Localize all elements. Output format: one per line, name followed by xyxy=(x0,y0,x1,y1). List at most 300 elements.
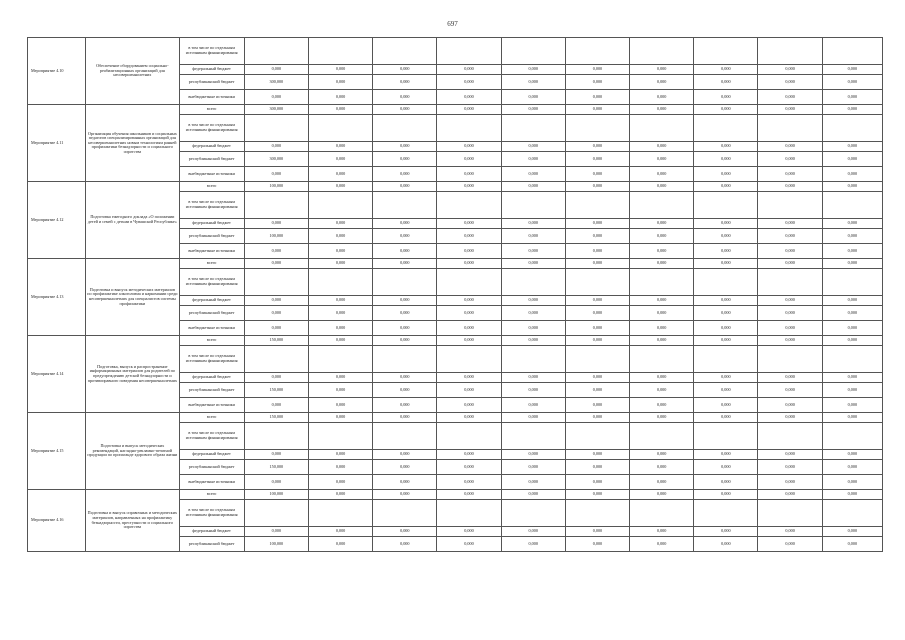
value-cell: 0,000 xyxy=(437,182,501,192)
value-cell: 0,000 xyxy=(437,527,501,537)
value-cell: 0,000 xyxy=(308,142,372,152)
value-cell: 0,000 xyxy=(244,142,308,152)
funding-source-cell: в том числе по отдельным источникам финансирования xyxy=(179,38,244,65)
value-cell: 0,000 xyxy=(694,537,758,552)
value-cell: 0,000 xyxy=(565,537,629,552)
funding-source-cell: республиканский бюджет xyxy=(179,460,244,475)
value-cell xyxy=(565,192,629,219)
value-cell: 0,000 xyxy=(373,398,437,413)
value-cell: 0,000 xyxy=(308,105,372,115)
value-cell: 0,000 xyxy=(758,219,822,229)
value-cell xyxy=(565,115,629,142)
value-cell: 0,000 xyxy=(630,244,694,259)
value-cell xyxy=(822,269,882,296)
value-cell: 0,000 xyxy=(501,65,565,75)
value-cell: 0,000 xyxy=(501,182,565,192)
funding-source-cell: внебюджетные источники xyxy=(179,398,244,413)
table-row xyxy=(28,38,883,65)
funding-source-cell: в том числе по отдельным источникам финансирования xyxy=(179,192,244,219)
value-cell: 0,000 xyxy=(758,90,822,105)
value-cell: 0,000 xyxy=(501,527,565,537)
value-cell: 0,000 xyxy=(630,105,694,115)
value-cell xyxy=(694,346,758,373)
value-cell: 0,000 xyxy=(758,244,822,259)
value-cell xyxy=(501,269,565,296)
value-cell: 0,000 xyxy=(437,219,501,229)
value-cell: 0,000 xyxy=(244,306,308,321)
value-cell: 0,000 xyxy=(437,460,501,475)
value-cell: 0,000 xyxy=(694,527,758,537)
activity-cell: Мероприятие 4.12 xyxy=(28,182,86,259)
value-cell: 0,000 xyxy=(694,142,758,152)
value-cell xyxy=(308,423,372,450)
value-cell: 0,000 xyxy=(758,152,822,167)
value-cell: 0,000 xyxy=(694,90,758,105)
description-cell: Обеспечение оборудованием социально-реабилитационных организаций для несовершеннолетних xyxy=(86,38,179,105)
value-cell: 0,000 xyxy=(437,537,501,552)
budget-table xyxy=(27,37,883,552)
value-cell: 0,000 xyxy=(565,475,629,490)
value-cell: 0,000 xyxy=(244,398,308,413)
table-row xyxy=(28,259,883,269)
funding-source-cell: внебюджетные источники xyxy=(179,321,244,336)
value-cell: 0,000 xyxy=(822,383,882,398)
value-cell: 0,000 xyxy=(437,75,501,90)
value-cell: 0,000 xyxy=(501,219,565,229)
value-cell: 0,000 xyxy=(694,336,758,346)
value-cell xyxy=(822,346,882,373)
value-cell: 0,000 xyxy=(373,373,437,383)
value-cell: 0,000 xyxy=(437,244,501,259)
value-cell: 0,000 xyxy=(373,450,437,460)
value-cell: 0,000 xyxy=(308,90,372,105)
value-cell xyxy=(244,269,308,296)
value-cell: 0,000 xyxy=(694,383,758,398)
value-cell xyxy=(758,115,822,142)
value-cell xyxy=(565,500,629,527)
value-cell: 0,000 xyxy=(373,152,437,167)
value-cell: 0,000 xyxy=(373,167,437,182)
value-cell: 0,000 xyxy=(758,336,822,346)
description-cell: Подготовка и выпуск методических материалов по профилактике алкоголизма и наркомании среди несовершеннолетних для специалистов системы профилактики xyxy=(86,259,179,336)
activity-cell: Мероприятие 4.10 xyxy=(28,38,86,105)
value-cell: 0,000 xyxy=(244,167,308,182)
value-cell: 0,000 xyxy=(822,306,882,321)
value-cell xyxy=(694,269,758,296)
table-row xyxy=(28,490,883,500)
value-cell: 0,000 xyxy=(565,65,629,75)
activity-cell: Мероприятие 4.16 xyxy=(28,490,86,552)
value-cell: 0,000 xyxy=(244,219,308,229)
value-cell: 0,000 xyxy=(822,475,882,490)
value-cell: 0,000 xyxy=(565,142,629,152)
funding-source-cell: республиканский бюджет xyxy=(179,229,244,244)
value-cell xyxy=(437,423,501,450)
value-cell: 0,000 xyxy=(630,450,694,460)
value-cell: 0,000 xyxy=(630,321,694,336)
value-cell: 0,000 xyxy=(501,105,565,115)
value-cell xyxy=(373,346,437,373)
value-cell: 0,000 xyxy=(501,398,565,413)
value-cell: 300,000 xyxy=(244,75,308,90)
value-cell: 0,000 xyxy=(373,413,437,423)
value-cell: 0,000 xyxy=(373,460,437,475)
value-cell: 0,000 xyxy=(373,219,437,229)
value-cell: 0,000 xyxy=(694,490,758,500)
value-cell: 0,000 xyxy=(565,306,629,321)
value-cell: 0,000 xyxy=(822,167,882,182)
value-cell: 0,000 xyxy=(501,152,565,167)
value-cell: 0,000 xyxy=(822,219,882,229)
value-cell: 0,000 xyxy=(437,296,501,306)
value-cell: 0,000 xyxy=(822,65,882,75)
value-cell xyxy=(308,38,372,65)
value-cell: 100,000 xyxy=(244,229,308,244)
value-cell: 0,000 xyxy=(822,142,882,152)
value-cell: 0,000 xyxy=(565,229,629,244)
value-cell: 0,000 xyxy=(437,306,501,321)
value-cell: 0,000 xyxy=(758,413,822,423)
value-cell: 0,000 xyxy=(437,383,501,398)
value-cell: 0,000 xyxy=(694,65,758,75)
activity-cell: Мероприятие 4.14 xyxy=(28,336,86,413)
value-cell xyxy=(437,115,501,142)
value-cell: 0,000 xyxy=(308,413,372,423)
value-cell: 0,000 xyxy=(437,321,501,336)
value-cell: 0,000 xyxy=(308,537,372,552)
value-cell: 0,000 xyxy=(437,167,501,182)
value-cell: 0,000 xyxy=(758,65,822,75)
value-cell: 0,000 xyxy=(694,219,758,229)
value-cell xyxy=(437,192,501,219)
value-cell: 0,000 xyxy=(501,167,565,182)
value-cell: 0,000 xyxy=(244,321,308,336)
value-cell: 0,000 xyxy=(501,460,565,475)
value-cell: 0,000 xyxy=(308,383,372,398)
value-cell: 0,000 xyxy=(373,90,437,105)
value-cell xyxy=(565,38,629,65)
value-cell xyxy=(630,423,694,450)
value-cell: 0,000 xyxy=(501,229,565,244)
value-cell: 0,000 xyxy=(694,373,758,383)
value-cell: 0,000 xyxy=(630,490,694,500)
value-cell: 0,000 xyxy=(244,65,308,75)
value-cell: 0,000 xyxy=(565,383,629,398)
value-cell: 0,000 xyxy=(373,475,437,490)
value-cell: 0,000 xyxy=(244,475,308,490)
value-cell xyxy=(308,115,372,142)
value-cell: 0,000 xyxy=(373,490,437,500)
value-cell: 0,000 xyxy=(373,75,437,90)
value-cell: 0,000 xyxy=(694,413,758,423)
value-cell: 0,000 xyxy=(501,490,565,500)
value-cell: 0,000 xyxy=(758,229,822,244)
value-cell: 0,000 xyxy=(694,75,758,90)
funding-source-cell: всего xyxy=(179,336,244,346)
value-cell: 0,000 xyxy=(565,244,629,259)
value-cell xyxy=(630,192,694,219)
funding-source-cell: всего xyxy=(179,490,244,500)
value-cell xyxy=(565,423,629,450)
funding-source-cell: республиканский бюджет xyxy=(179,537,244,552)
value-cell: 0,000 xyxy=(501,336,565,346)
value-cell: 150,000 xyxy=(244,336,308,346)
value-cell xyxy=(694,192,758,219)
funding-source-cell: в том числе по отдельным источникам финансирования xyxy=(179,115,244,142)
value-cell xyxy=(758,269,822,296)
value-cell xyxy=(437,500,501,527)
funding-source-cell: в том числе по отдельным источникам финансирования xyxy=(179,346,244,373)
value-cell: 0,000 xyxy=(373,321,437,336)
value-cell: 0,000 xyxy=(244,527,308,537)
value-cell: 0,000 xyxy=(373,65,437,75)
value-cell: 0,000 xyxy=(308,167,372,182)
value-cell: 100,000 xyxy=(244,490,308,500)
table-row xyxy=(28,413,883,423)
value-cell xyxy=(822,423,882,450)
value-cell: 0,000 xyxy=(373,229,437,244)
value-cell: 0,000 xyxy=(822,75,882,90)
value-cell: 0,000 xyxy=(565,167,629,182)
value-cell: 0,000 xyxy=(437,398,501,413)
value-cell: 0,000 xyxy=(308,75,372,90)
value-cell xyxy=(694,500,758,527)
value-cell xyxy=(565,269,629,296)
value-cell: 0,000 xyxy=(308,296,372,306)
value-cell xyxy=(501,115,565,142)
value-cell: 0,000 xyxy=(244,259,308,269)
value-cell: 0,000 xyxy=(822,182,882,192)
value-cell: 0,000 xyxy=(694,306,758,321)
value-cell: 0,000 xyxy=(758,373,822,383)
value-cell: 0,000 xyxy=(373,537,437,552)
value-cell: 0,000 xyxy=(565,527,629,537)
value-cell: 0,000 xyxy=(694,182,758,192)
value-cell: 0,000 xyxy=(630,259,694,269)
value-cell: 0,000 xyxy=(694,229,758,244)
funding-source-cell: внебюджетные источники xyxy=(179,167,244,182)
value-cell: 100,000 xyxy=(244,537,308,552)
value-cell xyxy=(630,269,694,296)
value-cell: 0,000 xyxy=(501,537,565,552)
value-cell: 0,000 xyxy=(758,450,822,460)
value-cell: 0,000 xyxy=(501,75,565,90)
budget-table-container xyxy=(27,37,883,595)
value-cell: 0,000 xyxy=(501,383,565,398)
value-cell: 0,000 xyxy=(308,219,372,229)
value-cell: 0,000 xyxy=(437,259,501,269)
value-cell: 150,000 xyxy=(244,383,308,398)
value-cell: 0,000 xyxy=(630,296,694,306)
value-cell: 150,000 xyxy=(244,413,308,423)
description-cell: Подготовка, выпуск и распространение информационных материалов для родителей по предупреждению детской безнадзорности и противоправного поведения несовершеннолетних xyxy=(86,336,179,413)
value-cell: 0,000 xyxy=(630,75,694,90)
value-cell xyxy=(822,115,882,142)
value-cell: 0,000 xyxy=(758,527,822,537)
value-cell: 0,000 xyxy=(630,383,694,398)
value-cell: 0,000 xyxy=(437,105,501,115)
value-cell: 0,000 xyxy=(373,259,437,269)
value-cell: 0,000 xyxy=(630,219,694,229)
value-cell xyxy=(244,423,308,450)
value-cell: 0,000 xyxy=(565,219,629,229)
value-cell xyxy=(501,500,565,527)
activity-cell: Мероприятие 4.11 xyxy=(28,105,86,182)
value-cell: 0,000 xyxy=(565,398,629,413)
value-cell xyxy=(501,346,565,373)
funding-source-cell: федеральный бюджет xyxy=(179,373,244,383)
funding-source-cell: внебюджетные источники xyxy=(179,244,244,259)
value-cell: 0,000 xyxy=(437,450,501,460)
value-cell xyxy=(694,423,758,450)
value-cell: 0,000 xyxy=(630,306,694,321)
value-cell: 0,000 xyxy=(308,244,372,259)
value-cell: 0,000 xyxy=(758,142,822,152)
value-cell: 0,000 xyxy=(501,450,565,460)
value-cell: 0,000 xyxy=(694,259,758,269)
value-cell: 0,000 xyxy=(565,182,629,192)
value-cell: 0,000 xyxy=(630,142,694,152)
value-cell xyxy=(758,38,822,65)
value-cell: 0,000 xyxy=(501,244,565,259)
value-cell: 0,000 xyxy=(244,373,308,383)
value-cell: 0,000 xyxy=(630,229,694,244)
value-cell: 0,000 xyxy=(822,373,882,383)
funding-source-cell: всего xyxy=(179,182,244,192)
description-cell: Подготовка и выпуск методических рекомендаций, наглядно-рекламно-печатной продукции по пропаганде здорового образа жизни xyxy=(86,413,179,490)
value-cell: 0,000 xyxy=(308,152,372,167)
value-cell: 0,000 xyxy=(630,336,694,346)
value-cell: 0,000 xyxy=(630,413,694,423)
value-cell xyxy=(822,38,882,65)
value-cell: 0,000 xyxy=(822,413,882,423)
value-cell: 0,000 xyxy=(822,450,882,460)
value-cell: 0,000 xyxy=(437,90,501,105)
value-cell: 0,000 xyxy=(501,306,565,321)
value-cell: 0,000 xyxy=(373,336,437,346)
funding-source-cell: в том числе по отдельным источникам финансирования xyxy=(179,500,244,527)
value-cell: 0,000 xyxy=(501,259,565,269)
value-cell xyxy=(244,115,308,142)
value-cell xyxy=(244,346,308,373)
value-cell: 0,000 xyxy=(501,475,565,490)
value-cell: 0,000 xyxy=(630,398,694,413)
table-body xyxy=(28,38,883,552)
value-cell: 0,000 xyxy=(437,152,501,167)
value-cell xyxy=(373,38,437,65)
value-cell: 0,000 xyxy=(373,296,437,306)
value-cell: 0,000 xyxy=(758,75,822,90)
value-cell xyxy=(630,38,694,65)
value-cell: 0,000 xyxy=(308,259,372,269)
value-cell: 0,000 xyxy=(758,182,822,192)
value-cell: 0,000 xyxy=(694,475,758,490)
funding-source-cell: внебюджетные источники xyxy=(179,475,244,490)
value-cell xyxy=(694,38,758,65)
value-cell: 0,000 xyxy=(308,490,372,500)
value-cell xyxy=(437,38,501,65)
value-cell: 0,000 xyxy=(565,152,629,167)
value-cell: 0,000 xyxy=(694,321,758,336)
value-cell: 0,000 xyxy=(565,336,629,346)
value-cell: 0,000 xyxy=(308,306,372,321)
value-cell xyxy=(758,423,822,450)
value-cell: 0,000 xyxy=(822,398,882,413)
value-cell: 0,000 xyxy=(565,490,629,500)
value-cell: 0,000 xyxy=(630,90,694,105)
value-cell: 0,000 xyxy=(630,373,694,383)
value-cell: 0,000 xyxy=(437,336,501,346)
value-cell: 0,000 xyxy=(630,65,694,75)
value-cell xyxy=(630,500,694,527)
value-cell xyxy=(373,423,437,450)
funding-source-cell: в том числе по отдельным источникам финансирования xyxy=(179,423,244,450)
value-cell xyxy=(501,38,565,65)
value-cell: 0,000 xyxy=(565,259,629,269)
value-cell: 0,000 xyxy=(758,167,822,182)
value-cell: 0,000 xyxy=(694,244,758,259)
value-cell: 0,000 xyxy=(501,413,565,423)
value-cell: 0,000 xyxy=(758,105,822,115)
value-cell xyxy=(437,346,501,373)
value-cell xyxy=(822,500,882,527)
value-cell xyxy=(373,115,437,142)
value-cell: 0,000 xyxy=(437,65,501,75)
value-cell: 0,000 xyxy=(694,167,758,182)
funding-source-cell: всего xyxy=(179,105,244,115)
value-cell: 0,000 xyxy=(437,413,501,423)
value-cell xyxy=(565,346,629,373)
value-cell: 100,000 xyxy=(244,182,308,192)
value-cell: 0,000 xyxy=(630,167,694,182)
value-cell: 0,000 xyxy=(758,383,822,398)
value-cell xyxy=(437,269,501,296)
value-cell: 0,000 xyxy=(437,490,501,500)
value-cell xyxy=(244,38,308,65)
value-cell xyxy=(373,192,437,219)
value-cell: 0,000 xyxy=(308,527,372,537)
value-cell: 0,000 xyxy=(437,142,501,152)
value-cell xyxy=(501,423,565,450)
value-cell: 0,000 xyxy=(694,398,758,413)
page-number: 697 xyxy=(447,20,458,28)
value-cell xyxy=(501,192,565,219)
value-cell: 150,000 xyxy=(244,460,308,475)
value-cell: 0,000 xyxy=(758,296,822,306)
value-cell: 0,000 xyxy=(630,537,694,552)
table-row xyxy=(28,336,883,346)
value-cell: 0,000 xyxy=(565,296,629,306)
description-cell: Организация обучения школьников и социальных педагогов специализированных организаций для несовершеннолетних новым технологиям ранней профилактики безнадзорности и социального сиротства xyxy=(86,105,179,182)
funding-source-cell: федеральный бюджет xyxy=(179,65,244,75)
value-cell: 0,000 xyxy=(565,460,629,475)
funding-source-cell: всего xyxy=(179,413,244,423)
value-cell xyxy=(758,346,822,373)
value-cell xyxy=(758,192,822,219)
value-cell: 0,000 xyxy=(758,537,822,552)
value-cell xyxy=(244,192,308,219)
value-cell: 0,000 xyxy=(501,142,565,152)
value-cell: 0,000 xyxy=(565,413,629,423)
value-cell: 0,000 xyxy=(565,105,629,115)
value-cell: 0,000 xyxy=(373,383,437,398)
value-cell: 0,000 xyxy=(437,229,501,244)
value-cell xyxy=(630,115,694,142)
value-cell: 0,000 xyxy=(694,152,758,167)
value-cell: 0,000 xyxy=(565,373,629,383)
value-cell: 0,000 xyxy=(630,182,694,192)
value-cell: 0,000 xyxy=(758,475,822,490)
